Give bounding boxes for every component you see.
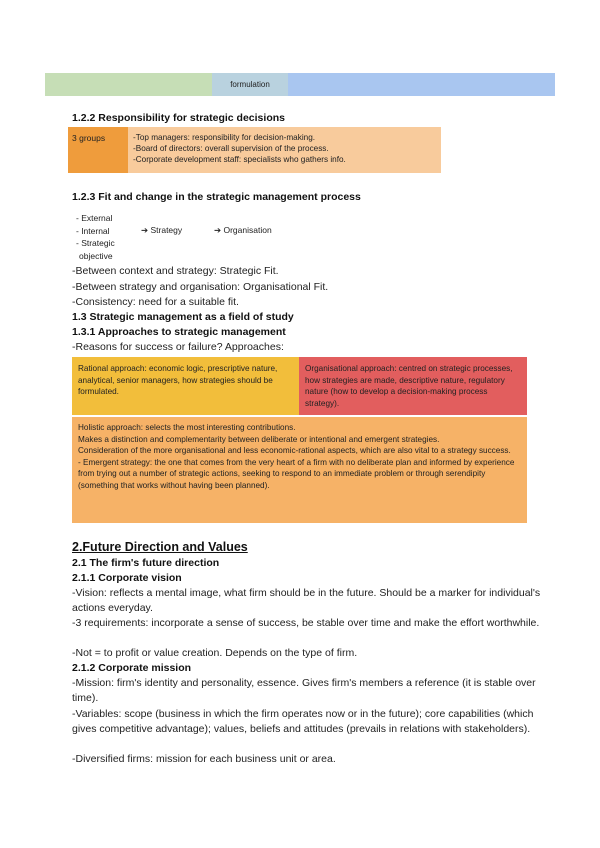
heading-1-2-2: 1.2.2 Responsibility for strategic decisions bbox=[72, 112, 285, 124]
heading-1-2-3: 1.2.3 Fit and change in the strategic management process bbox=[72, 191, 361, 203]
approaches-intro: -Reasons for success or failure? Approaches: bbox=[72, 341, 284, 353]
holistic-approach-cell bbox=[72, 417, 527, 523]
rational-approach-cell: Rational approach: economic logic, prescriptive nature, analytical, senior managers, how strategies should be formulated. bbox=[72, 357, 299, 415]
approaches-grid bbox=[72, 357, 527, 415]
holistic-line: Holistic approach: selects the most interesting contributions. bbox=[78, 423, 296, 432]
vision-line: -Vision: reflects a mental image, what firm should be in the future. Should be a marker for individual's actions everyday. bbox=[72, 587, 541, 614]
arrow-organisation: ➔ Organisation bbox=[214, 225, 272, 235]
heading-1-3: 1.3 Strategic management as a field of study bbox=[72, 311, 294, 323]
fit-line: -Between strategy and organisation: Organisational Fit. bbox=[72, 281, 329, 293]
mission-line: -Variables: scope (business in which the firm operates now or in the future); core capabilities (which gives competitive advantage); values, beliefs and attitudes (prevails in relations with stakeholders). bbox=[72, 708, 534, 735]
holistic-line: - Emergent strategy: the one that comes from the very heart of a firm with no deliberate plan and informed by experience from trying out a number of strategic actions, seeking to respond to an immediate problem or through serendipity (something that works without having been planned). bbox=[78, 457, 515, 490]
holistic-line: Makes a distinction and complementarity between deliberate or intentional and emergent strategies. bbox=[78, 434, 440, 444]
header-color-bar bbox=[45, 73, 555, 96]
context-list bbox=[76, 212, 115, 262]
vision-line: -3 requirements: incorporate a sense of success, be stable over time and make the effort worthwhile. bbox=[72, 617, 540, 629]
mission-line: -Mission: firm's identity and personality, essence. Gives firm's members a reference (it is stable over time). bbox=[72, 677, 536, 704]
responsibility-groups-label: 3 groups bbox=[68, 127, 128, 173]
organisational-approach-cell: Organisational approach: centred on strategic processes, how strategies are made, descriptive nature, regulatory nature (how to develop a decision-making process strategy). bbox=[299, 357, 527, 415]
responsibility-line: -Board of directors: overall supervision of the process. bbox=[133, 144, 329, 153]
mission-line: -Diversified firms: mission for each business unit or area. bbox=[72, 753, 336, 765]
responsibility-line: -Corporate development staff: specialists who gathers info. bbox=[133, 155, 346, 164]
responsibility-list bbox=[128, 127, 441, 173]
heading-1-3-1: 1.3.1 Approaches to strategic management bbox=[72, 326, 286, 338]
heading-2-1-1: 2.1.1 Corporate vision bbox=[72, 572, 182, 584]
heading-2-1-2: 2.1.2 Corporate mission bbox=[72, 662, 192, 674]
context-item: - Internal bbox=[76, 225, 110, 236]
vision-line: -Not = to profit or value creation. Depends on the type of firm. bbox=[72, 647, 358, 659]
heading-2-1: 2.1 The firm's future direction bbox=[72, 557, 220, 569]
header-bar-segment-green bbox=[45, 73, 212, 96]
header-bar-segment-blue bbox=[288, 73, 555, 96]
fit-line: -Between context and strategy: Strategic Fit. bbox=[72, 265, 279, 277]
responsibility-table bbox=[68, 127, 441, 173]
heading-2: 2.Future Direction and Values bbox=[72, 540, 248, 554]
context-item: - External bbox=[76, 213, 113, 223]
holistic-line: Consideration of the more organisational and less economic-rational aspects, which are also vital to a strategy success. bbox=[78, 446, 511, 455]
context-item: - Strategic bbox=[76, 238, 115, 248]
header-bar-segment-label: formulation bbox=[212, 73, 288, 96]
responsibility-line: -Top managers: responsibility for decision-making. bbox=[133, 133, 316, 142]
fit-line: -Consistency: need for a suitable fit. bbox=[72, 296, 239, 308]
context-item: objective bbox=[79, 250, 113, 261]
arrow-strategy: ➔ Strategy bbox=[141, 225, 183, 235]
